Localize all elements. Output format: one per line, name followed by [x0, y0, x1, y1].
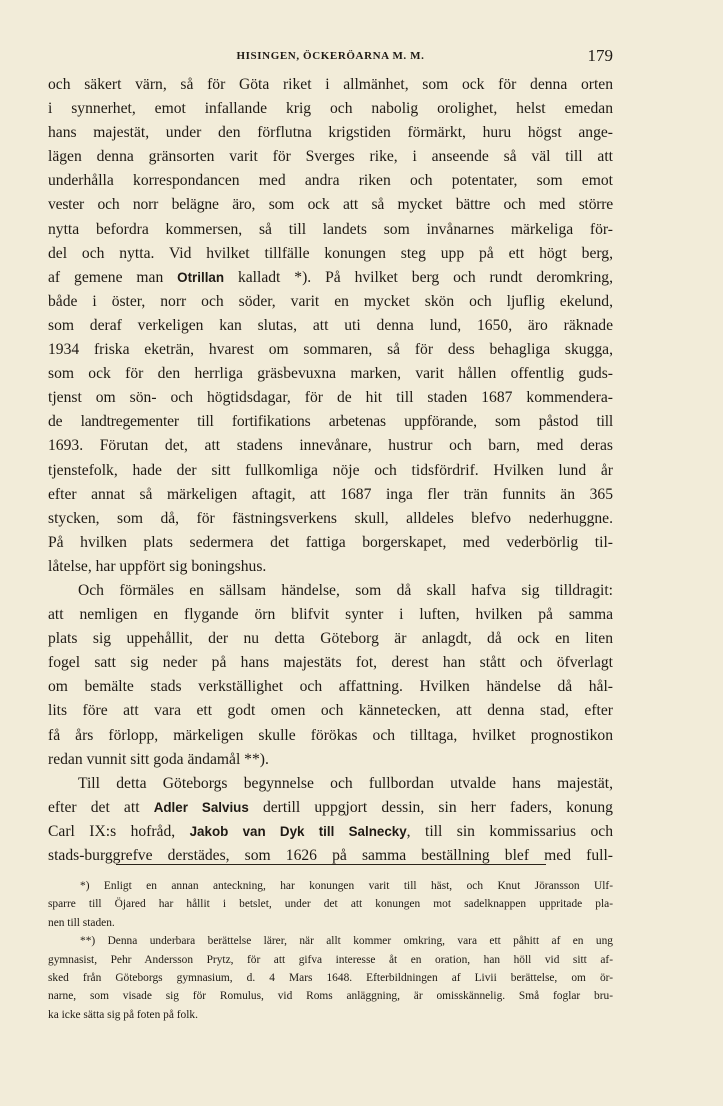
person-name: Jakob van Dyk till Salnecky [189, 823, 407, 839]
text-line: del och nytta. Vid hvilket tillfälle konungen steg upp på ett högt berg, [48, 244, 613, 262]
text-line [48, 266, 613, 290]
page-number: 179 [587, 46, 613, 65]
text-line: få års förlopp, märkeligen skulle förökas och tilltaga, hvilket prognostikon [48, 726, 613, 744]
person-name: Otrillan [177, 269, 225, 285]
person-name: Adler Salvius [153, 799, 249, 815]
text-line: 1934 friska eketrän, hvarest om sommaren, så för dess behagliga skugga, [48, 341, 613, 359]
text-line: i synnerhet, emot infallande krig och nabolig orolighet, helst emedan [48, 100, 613, 118]
text-line: fogel satt sig neder på hans majestäts fot, derest han stått och öfverlagt [48, 654, 613, 672]
text-segment: kalladt *). På hvilket berg och rundt deromkring, [224, 268, 614, 286]
footnote-line: ka icke sätta sig på foten på folk. [48, 1008, 198, 1021]
footnote-line: sparre till Öjared har hållit i betslet, under det att konungen mot sadelknappen uppritade pla- [48, 898, 613, 911]
text-line: underhålla korrespondancen med andra riken och potentater, som emot [48, 172, 613, 190]
text-line: som ock för den herrliga gräsbevuxna marken, varit hållen offentlig guds- [48, 365, 613, 383]
text-line: tjenstefolk, hade der sitt fullkomliga nöje och tidsfördrif. Hvilken lund år [48, 461, 613, 479]
text-line: och säkert värn, så för Göta riket i allmänhet, som ock för denna orten [48, 76, 613, 93]
footnote-line: narne, som visade sig för Romulus, vid Roms anläggning, är omisskännelig. Små foglar bru- [48, 990, 613, 1003]
text-line: att nemligen en flygande örn blifvit synter i luften, hvilken på samma [48, 606, 613, 624]
text-line: lägen denna gränsorten varit för Sverges rike, i anseende så väl till att [48, 148, 613, 166]
text-segment: , till sin kommissarius och [406, 822, 613, 840]
text-segment: dertill uppgjort dessin, sin herr faders, konung [248, 798, 613, 816]
text-segment: efter det att [48, 798, 154, 816]
text-line: plats sig uppehållit, der nu detta Göteborg är anlagdt, då ock en liten [48, 630, 613, 648]
text-line: På hvilken plats sedermera det fattiga borgerskapet, med vederbörlig til- [48, 533, 613, 551]
footnote-line: gymnasist, Pehr Andersson Prytz, för att gifva interesse åt en oration, han höll vid sitt af- [48, 953, 613, 966]
text-line: tjenst om sön- och högtidsdagar, för de hit till staden 1687 kommendera- [48, 389, 613, 407]
text-line [48, 820, 613, 844]
footnote-line: nen till staden. [48, 916, 115, 929]
footnote-line: **) Denna underbara berättelse lärer, när allt kommer omkring, vara ett påhitt af en ung [80, 935, 613, 948]
running-title: HISINGEN, ÖCKERÖARNA M. M. [236, 50, 425, 62]
text-line: 1693. Förutan det, att stadens innevånare, hustrur och barn, med deras [48, 437, 613, 455]
text-line: stycken, som då, för fästningsverkens skull, alldeles blefvo nederhuggne. [48, 509, 613, 527]
text-line: låtelse, har uppfört sig boningshus. [48, 557, 267, 575]
text-line: om bemälte stads verkställighet och affattning. Hvilken händelse då hål- [48, 678, 613, 696]
text-line: de landtregementer till fortifikations arbetenas uppförande, som påstod till [48, 413, 613, 431]
text-line: hans majestät, under den förflutna krigstiden förmärkt, huru högst ange- [48, 124, 613, 142]
text-segment: Carl IX:s hofråd, [48, 822, 190, 840]
footnote-line: sked från Göteborgs gymnasium, d. 4 Mars 1648. Efterbildningen af Livii berättelse, om ör- [48, 971, 613, 984]
text-line: både i öster, norr och söder, varit en mycket skön och ljuflig ekelund, [48, 292, 613, 310]
text-line: som deraf verkeligen kan slutas, att uti denna lund, 1650, äro räknade [48, 316, 613, 334]
footnotes [48, 877, 613, 1024]
main-text [48, 73, 613, 868]
text-line: stads-burggrefve derstädes, som 1626 på samma beställning blef med full- [48, 847, 613, 864]
text-line: lits före att vara ett godt omen och kännetecken, att denna stad, efter [48, 702, 613, 720]
footnote-line: *) Enligt en annan anteckning, har konungen varit till häst, och Knut Jöransson Ulf- [80, 880, 613, 892]
text-line: efter annat så märkeligen aftagit, att 1687 inga fler trän funnits än 365 [48, 485, 613, 503]
footnote-divider [116, 864, 546, 865]
text-line: Och förmäles en sällsam händelse, som då skall hafva sig tilldragit: [78, 581, 613, 599]
text-line: nytta befordra kommersen, så till landets som invånarnes märkeliga för- [48, 220, 613, 238]
text-line [48, 796, 613, 820]
running-head [48, 46, 613, 68]
text-segment: af gemene man [48, 268, 178, 286]
text-line: Till detta Göteborgs begynnelse och fullbordan utvalde hans majestät, [78, 774, 613, 792]
text-line: redan vunnit sitt goda ändamål **). [48, 750, 269, 768]
text-line: vester och norr belägne äro, som ock att så mycket bättre och med större [48, 196, 613, 214]
